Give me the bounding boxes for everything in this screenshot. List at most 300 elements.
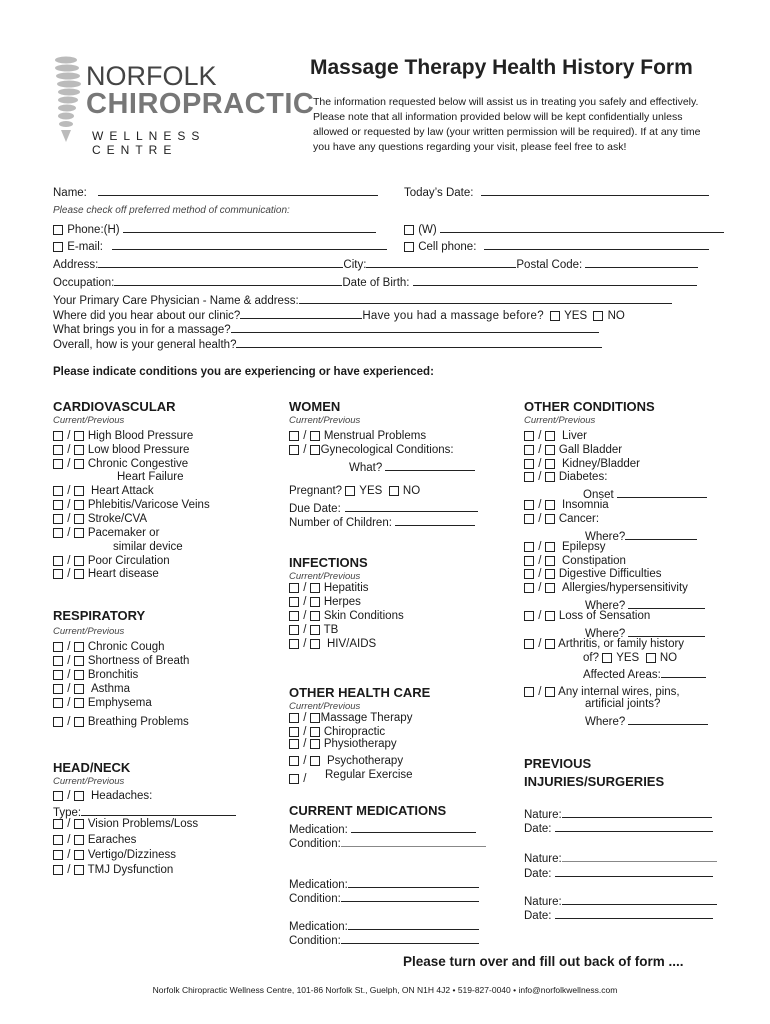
previous-checkbox[interactable] xyxy=(74,835,84,845)
head-sub: Current/Previous xyxy=(53,776,125,787)
pregnant-label: Pregnant? xyxy=(289,485,343,497)
cond-label: Hepatitis xyxy=(323,582,369,594)
cond-item[interactable] xyxy=(289,582,369,594)
pref-note: Please check off preferred method of communication: xyxy=(53,205,290,216)
current-checkbox[interactable] xyxy=(53,819,63,829)
cond-item[interactable] xyxy=(289,738,397,750)
previous-checkbox[interactable] xyxy=(74,717,84,727)
previous-title xyxy=(524,755,664,791)
cond-label: Kidney/Bladder xyxy=(562,458,640,470)
slash: / xyxy=(538,444,542,456)
affected-field[interactable] xyxy=(661,665,706,678)
current-checkbox[interactable] xyxy=(53,865,63,875)
cond-item[interactable] xyxy=(524,610,650,622)
slash: / xyxy=(538,610,542,622)
date-row-prev xyxy=(524,864,713,880)
cell-label: Cell phone: xyxy=(418,241,477,253)
slash: / xyxy=(538,458,542,470)
current-checkbox[interactable] xyxy=(289,625,299,635)
name-label: Name: xyxy=(53,187,87,199)
pregnant-yes-label: YES xyxy=(359,485,383,497)
current-checkbox[interactable] xyxy=(53,431,63,441)
previous-checkbox[interactable] xyxy=(310,597,320,607)
previous-checkbox[interactable] xyxy=(310,756,320,766)
slash: / xyxy=(67,655,71,667)
slash: / xyxy=(67,669,71,681)
intro-line: The information requested below will assist us in treating you safely and effectively. xyxy=(313,96,699,108)
current-checkbox[interactable] xyxy=(53,500,63,510)
cond-label: Cancer: xyxy=(558,513,600,525)
current-checkbox[interactable] xyxy=(289,727,299,737)
name-field[interactable] xyxy=(98,183,378,196)
turn-over-note: Please turn over and fill out back of form .... xyxy=(403,954,684,969)
current-checkbox[interactable] xyxy=(53,684,63,694)
previous-checkbox[interactable] xyxy=(74,486,84,496)
cond-item[interactable] xyxy=(53,568,159,580)
cond-item[interactable] xyxy=(53,458,188,470)
hear-field[interactable] xyxy=(240,308,362,319)
previous-checkbox[interactable] xyxy=(310,625,320,635)
slash: / xyxy=(538,430,542,442)
cond-item[interactable] xyxy=(524,555,626,567)
where-row xyxy=(585,712,708,728)
where-field[interactable] xyxy=(628,596,705,609)
children-field[interactable] xyxy=(395,513,475,526)
cond-label: Chronic Congestive xyxy=(87,458,189,470)
cond-item[interactable] xyxy=(53,818,198,830)
slash: / xyxy=(538,582,542,594)
cond-item[interactable] xyxy=(53,444,189,456)
cond-label: Gall Bladder xyxy=(558,444,623,456)
cardio-sub: Current/Previous xyxy=(53,415,125,426)
occupation-field[interactable] xyxy=(114,273,342,286)
occupation-row xyxy=(53,273,697,289)
other-cond-sub: Current/Previous xyxy=(524,415,596,426)
cond-label: Phlebitis/Varicose Veins xyxy=(87,499,210,511)
cond-label: Liver xyxy=(562,430,587,442)
logo-line1: NORFOLK xyxy=(86,61,217,91)
current-checkbox[interactable] xyxy=(524,472,534,482)
date-field[interactable] xyxy=(555,906,713,919)
current-checkbox[interactable] xyxy=(53,850,63,860)
pregnant-yes-checkbox[interactable] xyxy=(345,486,355,496)
previous-checkbox[interactable] xyxy=(545,611,555,621)
previous-checkbox[interactable] xyxy=(310,639,320,649)
slash: / xyxy=(67,527,71,539)
date-row-prev xyxy=(524,906,713,922)
where-field[interactable] xyxy=(625,527,697,540)
postal-label: Postal Code: xyxy=(516,259,583,271)
cond-item[interactable] xyxy=(53,834,136,846)
current-checkbox[interactable] xyxy=(53,670,63,680)
previous-checkbox[interactable] xyxy=(310,739,320,749)
slash: / xyxy=(303,712,307,724)
previous-checkbox[interactable] xyxy=(545,542,555,552)
cell-checkbox[interactable] xyxy=(404,242,414,252)
city-label: City: xyxy=(343,259,367,271)
previous-checkbox[interactable] xyxy=(310,611,320,621)
cond-item[interactable] xyxy=(53,849,176,861)
current-checkbox[interactable] xyxy=(289,713,299,723)
intro-line: Please note that all information provided below will be kept confidentially unless xyxy=(313,111,683,123)
current-checkbox[interactable] xyxy=(53,459,63,469)
previous-checkbox[interactable] xyxy=(74,642,84,652)
cond-label: Heart Attack xyxy=(91,485,154,497)
date-row-prev xyxy=(524,819,713,835)
cond-label: Low blood Pressure xyxy=(87,444,190,456)
slash: / xyxy=(67,430,71,442)
phone-h-field[interactable] xyxy=(123,220,376,233)
previous-checkbox[interactable] xyxy=(545,459,555,469)
current-checkbox[interactable] xyxy=(53,698,63,708)
current-checkbox[interactable] xyxy=(524,445,534,455)
current-checkbox[interactable] xyxy=(289,756,299,766)
pcp-row xyxy=(53,291,672,307)
cond-item[interactable] xyxy=(53,641,165,653)
type-field[interactable] xyxy=(81,803,236,816)
current-checkbox[interactable] xyxy=(524,639,534,649)
cond-item[interactable] xyxy=(524,582,688,594)
current-checkbox[interactable] xyxy=(524,431,534,441)
date-field[interactable] xyxy=(555,864,713,877)
email-label: E-mail: xyxy=(67,241,103,253)
cond-item[interactable] xyxy=(524,638,684,650)
current-checkbox[interactable] xyxy=(53,528,63,538)
overall-row xyxy=(53,337,602,351)
phone-w-row xyxy=(404,220,724,236)
phone-w-field[interactable] xyxy=(440,220,724,233)
previous-checkbox[interactable] xyxy=(545,583,555,593)
cond-item[interactable] xyxy=(289,610,404,622)
cond-item[interactable] xyxy=(53,683,130,695)
slash: / xyxy=(303,726,307,738)
previous-checkbox[interactable] xyxy=(545,569,555,579)
condition-label: Condition: xyxy=(289,838,341,850)
current-checkbox[interactable] xyxy=(289,611,299,621)
what-row xyxy=(349,458,475,474)
medication-field[interactable] xyxy=(348,917,479,930)
brings-field[interactable] xyxy=(231,322,599,333)
where-field[interactable] xyxy=(628,624,705,637)
current-checkbox[interactable] xyxy=(289,774,299,784)
email-field[interactable] xyxy=(112,237,387,250)
cond-label: Loss of Sensation xyxy=(558,610,651,622)
page-title: Massage Therapy Health History Form xyxy=(310,56,693,79)
cond-label: Heart disease xyxy=(87,568,159,580)
cond-item[interactable] xyxy=(524,513,599,525)
cond-item[interactable] xyxy=(53,430,193,442)
previous-checkbox[interactable] xyxy=(545,472,555,482)
cond-item[interactable] xyxy=(289,596,361,608)
previous-checkbox[interactable] xyxy=(74,500,84,510)
todays-date-label: Today’s Date: xyxy=(404,187,474,199)
phone-w-label: (W) xyxy=(418,224,437,236)
due-field[interactable] xyxy=(345,499,478,512)
current-checkbox[interactable] xyxy=(524,611,534,621)
current-checkbox[interactable] xyxy=(53,445,63,455)
current-checkbox[interactable] xyxy=(524,556,534,566)
cond-item[interactable] xyxy=(53,655,189,667)
cond-item[interactable] xyxy=(524,568,662,580)
nature-field[interactable] xyxy=(562,892,717,905)
cond-item[interactable] xyxy=(524,458,640,470)
previous-checkbox[interactable] xyxy=(545,445,555,455)
massage-no-checkbox[interactable] xyxy=(593,311,603,321)
cond-item[interactable] xyxy=(289,773,306,785)
cond-item[interactable] xyxy=(53,790,152,802)
overall-label: Overall, how is your general health? xyxy=(53,339,237,351)
current-checkbox[interactable] xyxy=(524,569,534,579)
slash: / xyxy=(67,697,71,709)
slash: / xyxy=(67,499,71,511)
slash: / xyxy=(303,755,307,767)
previous-checkbox[interactable] xyxy=(310,727,320,737)
cell-row xyxy=(404,237,709,253)
cond-item[interactable] xyxy=(53,864,173,876)
date-field[interactable] xyxy=(555,819,713,832)
current-checkbox[interactable] xyxy=(53,556,63,566)
cond-item[interactable] xyxy=(524,541,605,553)
phone-h-label: Phone:(H) xyxy=(67,224,120,236)
family-yes-checkbox[interactable] xyxy=(602,653,612,663)
slash: / xyxy=(303,582,307,594)
cond-item[interactable] xyxy=(289,755,403,767)
condition-field[interactable] xyxy=(341,931,479,944)
current-checkbox[interactable] xyxy=(289,445,299,455)
condition-field[interactable] xyxy=(341,834,486,847)
cardio-title: CARDIOVASCULAR xyxy=(53,399,176,414)
infections-sub: Current/Previous xyxy=(289,571,361,582)
cond-item[interactable] xyxy=(53,499,210,511)
previous-checkbox[interactable] xyxy=(74,656,84,666)
medication-field[interactable] xyxy=(348,875,479,888)
previous-checkbox[interactable] xyxy=(545,500,555,510)
where-label: Where? xyxy=(585,716,626,728)
family-row xyxy=(583,652,677,664)
current-checkbox[interactable] xyxy=(53,656,63,666)
previous-checkbox[interactable] xyxy=(74,528,84,538)
postal-field[interactable] xyxy=(585,255,698,268)
nature-field[interactable] xyxy=(562,805,712,818)
current-checkbox[interactable] xyxy=(53,486,63,496)
previous-checkbox[interactable] xyxy=(74,698,84,708)
previous-checkbox[interactable] xyxy=(74,514,84,524)
address-row xyxy=(53,255,698,271)
children-row xyxy=(289,513,475,529)
pcp-field[interactable] xyxy=(299,291,672,304)
email-checkbox[interactable] xyxy=(53,242,63,252)
slash: / xyxy=(67,834,71,846)
previous-checkbox[interactable] xyxy=(74,445,84,455)
slash: / xyxy=(538,499,542,511)
cond-label: Vertigo/Dizziness xyxy=(87,849,177,861)
cond-item[interactable] xyxy=(524,444,622,456)
onset-field[interactable] xyxy=(617,485,707,498)
cond-label: Pacemaker or xyxy=(87,527,160,539)
where-label: Where? xyxy=(585,600,626,612)
previous-checkbox[interactable] xyxy=(74,865,84,875)
cond-item[interactable] xyxy=(53,527,159,539)
nature-label: Nature: xyxy=(524,853,562,865)
children-label: Number of Children: xyxy=(289,517,392,529)
cond-label: Vision Problems/Loss xyxy=(87,818,199,830)
family-no-checkbox[interactable] xyxy=(646,653,656,663)
infections-title: INFECTIONS xyxy=(289,555,368,570)
current-checkbox[interactable] xyxy=(524,500,534,510)
cond-label: Allergies/hypersensitivity xyxy=(562,582,688,594)
current-checkbox[interactable] xyxy=(53,835,63,845)
phone-h-checkbox[interactable] xyxy=(53,225,63,235)
cond-item[interactable] xyxy=(289,444,454,456)
previous-checkbox[interactable] xyxy=(545,639,555,649)
previous-checkbox[interactable] xyxy=(74,569,84,579)
current-checkbox[interactable] xyxy=(524,542,534,552)
current-checkbox[interactable] xyxy=(53,642,63,652)
phone-h-row xyxy=(53,220,376,236)
address-label: Address: xyxy=(53,259,99,271)
previous-checkbox[interactable] xyxy=(545,431,555,441)
logo xyxy=(52,56,315,157)
massage-yes-checkbox[interactable] xyxy=(550,311,560,321)
cond-item[interactable] xyxy=(53,485,154,497)
slash: / xyxy=(538,541,542,553)
current-checkbox[interactable] xyxy=(53,514,63,524)
previous-checkbox[interactable] xyxy=(74,819,84,829)
slash: / xyxy=(303,444,307,456)
what-field[interactable] xyxy=(385,458,475,471)
massage-before-label: Have you had a massage before? xyxy=(362,310,544,322)
previous-checkbox[interactable] xyxy=(310,583,320,593)
slash: / xyxy=(67,513,71,525)
dob-label: Date of Birth: xyxy=(342,277,410,289)
cond-label: Shortness of Breath xyxy=(87,655,190,667)
cond-label: Psychotherapy xyxy=(327,755,404,767)
previous-checkbox[interactable] xyxy=(310,713,320,723)
cond-label: Poor Circulation xyxy=(87,555,170,567)
cond-item[interactable] xyxy=(289,638,376,650)
cond-label-cont: Heart Failure xyxy=(117,471,184,483)
cond-item[interactable] xyxy=(524,499,609,511)
head-title: HEAD/NECK xyxy=(53,760,131,775)
type-label: Type: xyxy=(53,807,82,819)
pregnant-no-checkbox[interactable] xyxy=(389,486,399,496)
where-field[interactable] xyxy=(628,712,708,725)
condition-label: Condition: xyxy=(289,893,341,905)
medication-field[interactable] xyxy=(351,820,476,833)
current-checkbox[interactable] xyxy=(289,639,299,649)
nature-label: Nature: xyxy=(524,896,562,908)
hear-label: Where did you hear about our clinic? xyxy=(53,310,241,322)
current-checkbox[interactable] xyxy=(53,791,63,801)
of-label: of? xyxy=(583,652,599,664)
previous-title-line1: PREVIOUS xyxy=(524,756,592,771)
current-checkbox[interactable] xyxy=(524,583,534,593)
previous-checkbox[interactable] xyxy=(74,431,84,441)
current-checkbox[interactable] xyxy=(289,739,299,749)
previous-checkbox[interactable] xyxy=(545,687,555,697)
cond-item[interactable] xyxy=(524,430,587,442)
current-checkbox[interactable] xyxy=(289,583,299,593)
cond-row xyxy=(289,931,479,947)
current-checkbox[interactable] xyxy=(524,459,534,469)
previous-checkbox[interactable] xyxy=(74,684,84,694)
cond-item[interactable] xyxy=(289,726,385,738)
cond-item[interactable] xyxy=(53,669,138,681)
current-checkbox[interactable] xyxy=(53,569,63,579)
cond-row xyxy=(289,834,486,850)
medication-label: Medication: xyxy=(289,921,348,933)
cell-field[interactable] xyxy=(484,237,709,250)
date-label: Date: xyxy=(524,868,552,880)
city-field[interactable] xyxy=(366,255,516,268)
intro-line: allowed or requested by law (your written permission will be required). If at any time xyxy=(313,126,701,138)
slash: / xyxy=(303,624,307,636)
current-checkbox[interactable] xyxy=(524,687,534,697)
slash: / xyxy=(303,773,307,785)
previous-checkbox[interactable] xyxy=(310,445,320,455)
current-checkbox[interactable] xyxy=(53,717,63,727)
cond-item[interactable] xyxy=(53,555,170,567)
other-hc-sub: Current/Previous xyxy=(289,701,361,712)
massage-no-label: NO xyxy=(607,310,625,322)
cond-label: Constipation xyxy=(562,555,626,567)
affected-row xyxy=(583,665,706,681)
cond-item[interactable] xyxy=(289,624,338,636)
current-checkbox[interactable] xyxy=(289,597,299,607)
cond-label: Physiotherapy xyxy=(323,738,397,750)
condition-label: Condition: xyxy=(289,935,341,947)
brings-label: What brings you in for a massage? xyxy=(53,324,231,336)
slash: / xyxy=(67,444,71,456)
current-checkbox[interactable] xyxy=(524,514,534,524)
previous-checkbox[interactable] xyxy=(74,850,84,860)
cond-item[interactable] xyxy=(53,513,147,525)
previous-checkbox[interactable] xyxy=(74,670,84,680)
todays-date-field[interactable] xyxy=(481,183,709,196)
previous-checkbox[interactable] xyxy=(74,791,84,801)
other-hc-title: OTHER HEALTH CARE xyxy=(289,685,431,700)
cond-item[interactable] xyxy=(53,697,152,709)
cond-item[interactable] xyxy=(289,712,412,724)
previous-checkbox[interactable] xyxy=(545,514,555,524)
slash: / xyxy=(67,683,71,695)
nature-row xyxy=(524,849,717,865)
footer: Norfolk Chiropractic Wellness Centre, 101-86 Norfolk St., Guelph, ON N1H 4J2 • 519-827-0040 • info@norfolkwellness.com xyxy=(152,985,618,995)
previous-checkbox[interactable] xyxy=(545,556,555,566)
phone-w-checkbox[interactable] xyxy=(404,225,414,235)
family-yes-label: YES xyxy=(616,652,640,664)
cond-item[interactable] xyxy=(524,686,680,698)
condition-field[interactable] xyxy=(341,889,479,902)
previous-checkbox[interactable] xyxy=(74,459,84,469)
slash: / xyxy=(303,738,307,750)
current-checkbox[interactable] xyxy=(289,431,299,441)
previous-checkbox[interactable] xyxy=(310,431,320,441)
cond-item[interactable] xyxy=(289,430,426,442)
previous-checkbox[interactable] xyxy=(74,556,84,566)
slash: / xyxy=(67,568,71,580)
cond-label: Herpes xyxy=(323,596,361,608)
type-row xyxy=(53,803,236,819)
overall-field[interactable] xyxy=(236,337,602,348)
address-field[interactable] xyxy=(98,255,343,268)
cond-item[interactable] xyxy=(53,716,189,728)
slash: / xyxy=(67,485,71,497)
nature-field[interactable] xyxy=(562,849,717,862)
cond-item[interactable] xyxy=(524,471,607,483)
dob-field[interactable] xyxy=(413,273,697,286)
slash: / xyxy=(67,458,71,470)
